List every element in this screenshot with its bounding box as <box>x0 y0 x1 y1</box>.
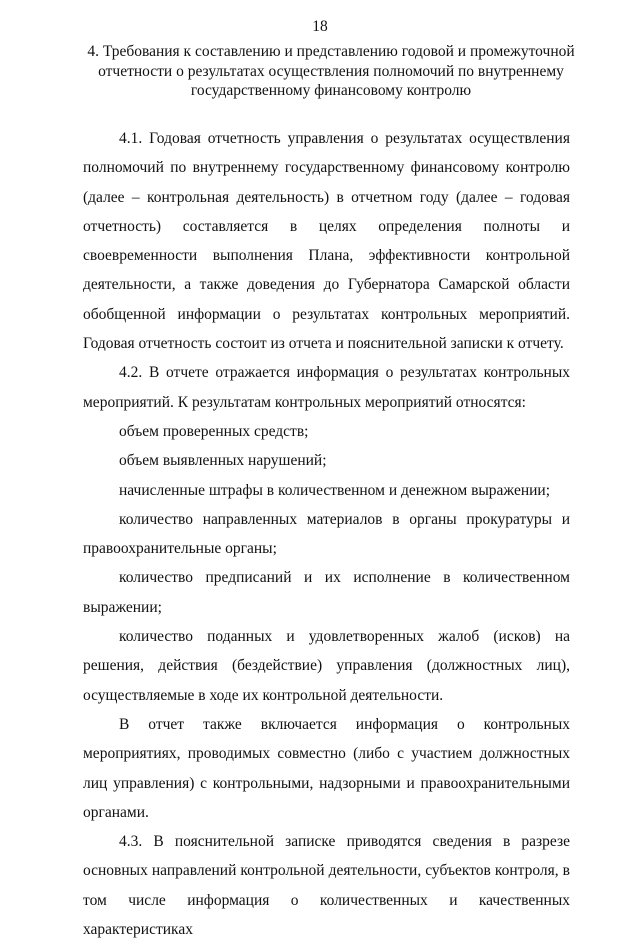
list-item-orders: количество предписаний и их исполнение в количественном выражении; <box>83 569 570 616</box>
list-item-violations: объем выявленных нарушений; <box>119 452 327 470</box>
section-heading: 4. Требования к составлению и представлению годовой и промежуточной отчетности о результатах осуществления полномочий по внутреннему государственному финансовому контролю <box>87 43 575 99</box>
document-body <box>83 124 570 944</box>
paragraph-joint-activities: В отчет также включается информация о контрольных мероприятиях, проводимых совместно (либо с участием должностных лиц управления) с контрольными, надзорными и правоохранительными органами. <box>83 715 570 821</box>
list-item-checked-funds: объем проверенных средств; <box>119 422 309 440</box>
page-number: 18 <box>312 18 328 35</box>
list-item-fines: начисленные штрафы в количественном и денежном выражении; <box>119 481 551 499</box>
paragraph-4-1: 4.1. Годовая отчетность управления о результатах осуществления полномочий по внутреннему государственному финансовому контролю (далее – контрольная деятельность) в отчетном году (далее – годовая отчетность) составляется в целях определения полноты и своевременности выполнения Плана, эффективности контрольной деятельности, а также доведения до Губернатора Самарской области обобщенной информации о результатах контрольных мероприятий. Годовая отчетность состоит из отчета и пояснительной записки к отчету. <box>83 130 570 353</box>
paragraph-4-3: 4.3. В пояснительной записке приводятся сведения в разрезе основных направлений контрольной деятельности, субъектов контроля, в том числе информация о количественных и качественных характеристиках <box>83 833 570 939</box>
paragraph-4-2: 4.2. В отчете отражается информация о результатах контрольных мероприятий. К результатам контрольных мероприятий относятся: <box>83 364 570 411</box>
list-item-complaints: количество поданных и удовлетворенных жалоб (исков) на решения, действия (бездействие) управления (должностных лиц), осуществляемые в ходе их контрольной деятельности. <box>83 628 570 704</box>
list-item-materials-sent: количество направленных материалов в органы прокуратуры и правоохранительные органы; <box>83 510 570 558</box>
